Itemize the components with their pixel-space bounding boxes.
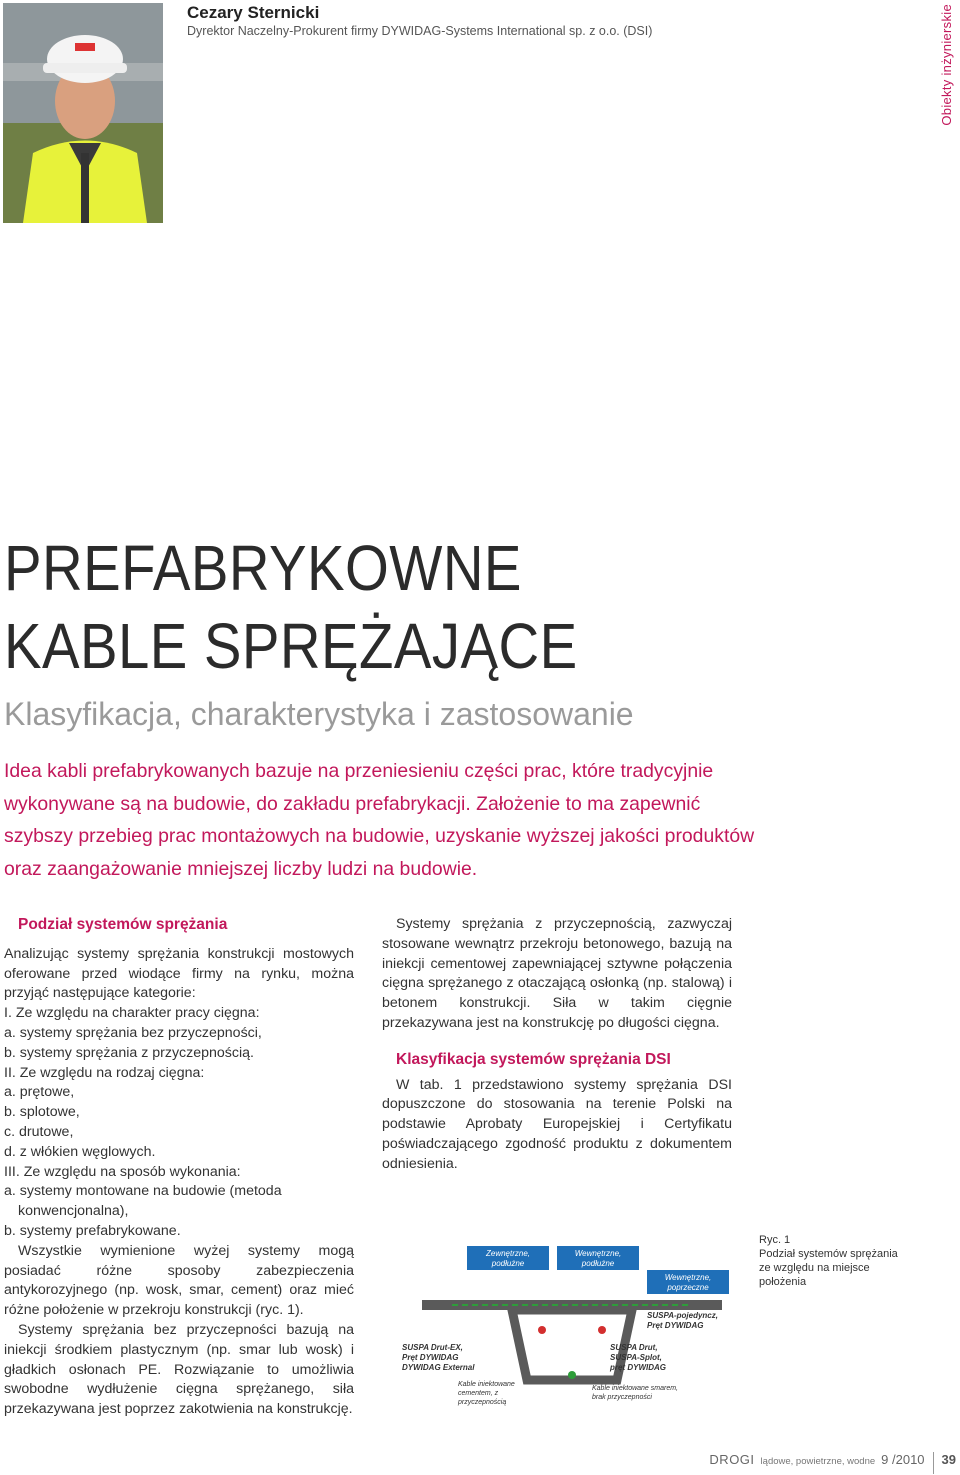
label-suspa-single: Pręt DYWIDAG [647, 1321, 704, 1330]
list-item: II. Ze względu na rodzaj cięgna: [4, 1064, 205, 1081]
list-item: III. Ze względu na sposób wykonania: [4, 1163, 241, 1180]
section-heading-division: Podział systemów sprężania [18, 916, 228, 933]
author-photo [3, 3, 163, 223]
label-cement: przyczepnością [458, 1399, 507, 1406]
label-external: Zewnętrzne, [485, 1249, 531, 1258]
list-item: a. prętowe, [4, 1084, 75, 1101]
tendon-mark [598, 1326, 606, 1334]
right-column [382, 915, 732, 1175]
label-left: SUSPA Drut-EX, [402, 1343, 463, 1352]
issue-number: 9 /2010 [881, 1452, 925, 1467]
list-item: a. systemy sprężania bez przyczepności, [4, 1024, 262, 1041]
label-suspa-single: SUSPA-pojedyncz, [647, 1311, 718, 1320]
figure-cross-section [392, 1230, 752, 1415]
label-right: SUSPA Drut, [610, 1343, 658, 1352]
label-grease: brak przyczepności [592, 1394, 652, 1401]
label-cement: Kable iniektowane [458, 1381, 515, 1388]
label-left: Pręt DYWIDAG [402, 1353, 459, 1362]
magazine-subtitle: lądowe, powietrzne, wodne [760, 1456, 876, 1467]
article-title-line1: PREFABRYKOWNE [4, 532, 522, 604]
list-item: b. systemy sprężania z przyczepnością. [4, 1044, 254, 1061]
paragraph-protection: Wszystkie wymienione wyżej systemy mogą posiadać różne sposoby zabezpieczenia antykorozyjnego (np. wosk, smar, cement) oraz mieć różne położenie w przekroju konstrukcji (ryc. 1). [4, 1242, 354, 1319]
label-internal: podłużne [581, 1259, 615, 1268]
list-item: c. drutowe, [4, 1123, 74, 1140]
list-item: d. z włókien węglowych. [4, 1143, 156, 1160]
page-number: 39 [941, 1452, 956, 1467]
label-right: SUSPA-Splot, [610, 1353, 662, 1362]
label-internal-transverse: poprzeczne [667, 1283, 709, 1292]
classification-list [4, 1004, 354, 1242]
label-internal-transverse: Wewnętrzne, [664, 1273, 712, 1282]
section-heading-dsi: Klasyfikacja systemów sprężania DSI [396, 1050, 671, 1068]
label-external: podłużne [491, 1259, 525, 1268]
figure-tendon-positions [392, 1230, 752, 1415]
page-footer [709, 1452, 956, 1474]
label-cement: cementem, z [458, 1390, 499, 1397]
list-item: I. Ze względu na charakter pracy cięgna: [4, 1005, 260, 1022]
label-internal: Wewnętrzne, [574, 1249, 622, 1258]
figure-caption-text: Podział systemów sprężania ze względu na miejsce położenia [759, 1248, 898, 1288]
tendon-mark [538, 1326, 546, 1334]
label-right: pręt DYWIDAG [610, 1363, 666, 1372]
author-title: Dyrektor Naczelny-Prokurent firmy DYWIDAG-Systems International sp. z o.o. (DSI) [187, 24, 653, 38]
figure-caption-number: Ryc. 1 [759, 1234, 791, 1246]
paragraph-dsi-table: W tab. 1 przedstawiono systemy sprężania DSI dopuszczone do stosowania na terenie Polski na podstawie Aprobaty Europejskiej i Certyfikatu poświadczającego zgodność produktu z dokumentem odniesienia. [382, 1076, 732, 1172]
list-item: b. splotowe, [4, 1104, 80, 1121]
article-lead: Idea kabli prefabrykowanych bazuje na przeniesieniu części prac, które tradycyjnie wykonywane są na budowie, do zakładu prefabrykacji. Założenie to ma zapewnić szybszy przebieg prac montażowych na budowie, uzyskanie wyższej jakości produktów oraz zaangażowanie mniejszej liczby ludzi na budowie. [4, 760, 755, 880]
footer-divider [933, 1452, 934, 1474]
author-name: Cezary Sternicki [187, 3, 320, 22]
list-item: b. systemy prefabrykowane. [4, 1222, 181, 1239]
paragraph-bonded: Systemy sprężania z przyczepnością, zazwyczaj stosowane wewnątrz przekroju betonowego, bazują na iniekcji cementowej zapewniającej sztywne połączenia cięgna sprężanego z otaczającą osłonką (np. stalową) i betonem konstrukcji. Siła w takim cięgnie przekazywana jest na konstrukcję po długości cięgna. [382, 916, 732, 1031]
article-title-line2: KABLE SPRĘŻAJĄCE [4, 610, 578, 682]
left-column [4, 915, 354, 1420]
label-grease: Kable iniektowane smarem, [592, 1385, 678, 1392]
paragraph-intro: Analizując systemy sprężania konstrukcji mostowych oferowane przed wiodące firmy na rynku, można przyjąć następujące kategorie: [4, 945, 354, 1002]
paragraph-unbonded: Systemy sprężania bez przyczepności bazują na iniekcji środkiem plastycznym (np. smar lub wosk) i gładkich osłonach PE. Rozwiązanie to umożliwia swobodne wydłużenie cięgna sprężanego, siła przekazywana jest poprzez zakotwienia na konstrukcję. [4, 1321, 354, 1418]
tendon-mark [568, 1371, 576, 1379]
label-left: DYWIDAG External [402, 1363, 475, 1372]
list-item: a. systemy montowane na budowie (metoda konwencjonalna), [4, 1183, 282, 1220]
article-subtitle: Klasyfikacja, charakterystyka i zastosowanie [4, 696, 634, 732]
section-side-label: Obiekty inżynierskie [939, 4, 954, 126]
magazine-brand: DROGI [709, 1452, 755, 1467]
author-photo-illustration [3, 3, 163, 223]
figure-caption [759, 1233, 909, 1289]
